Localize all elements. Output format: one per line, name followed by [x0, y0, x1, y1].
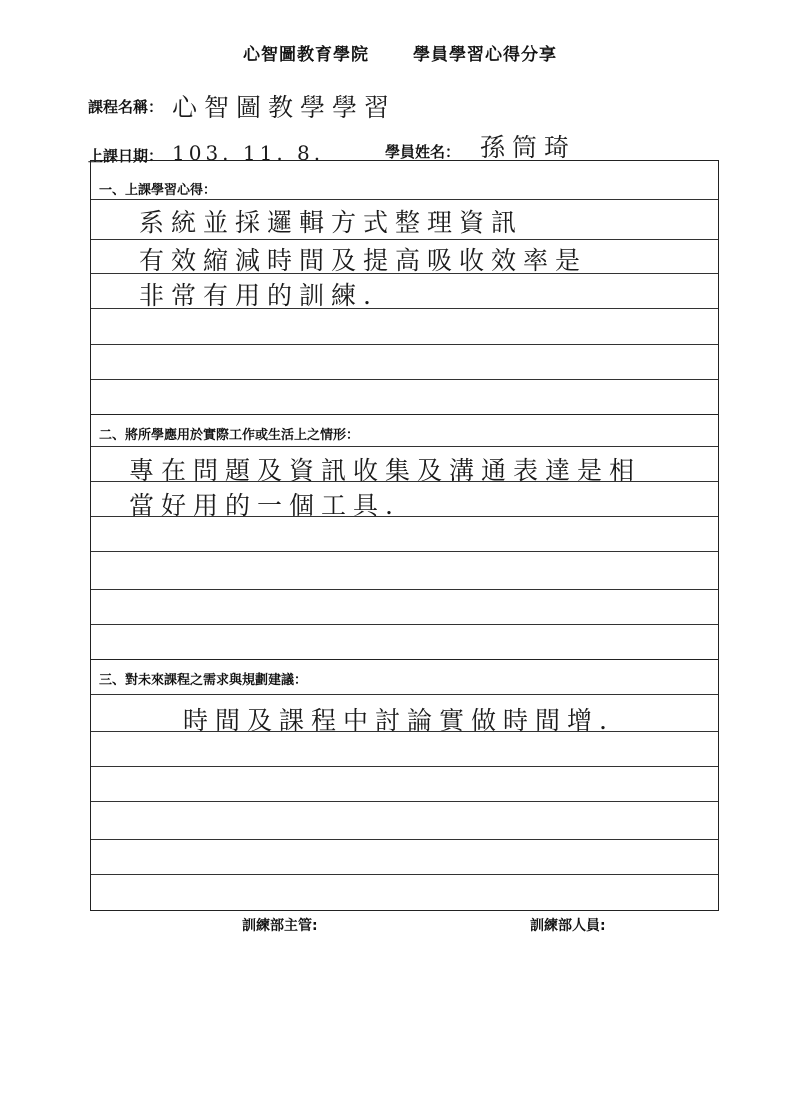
section-2-line-1: 專在問題及資訊收集及溝通表達是相 — [129, 456, 642, 485]
section-2-label: 二、將所學應用於實際工作或生活上之情形： — [99, 428, 360, 443]
course-name-label: 課程名稱： — [88, 98, 164, 116]
section-1-line-3: 非常有用的訓練. — [139, 281, 378, 310]
institution-name: 心智圖教育學院 — [243, 45, 369, 65]
feedback-form — [90, 160, 719, 911]
form-header — [0, 40, 800, 65]
class-date-label: 上課日期： — [88, 147, 164, 165]
section-2-line-2: 當好用的一個工具. — [129, 491, 400, 520]
student-name-value: 孫筒琦 — [480, 133, 577, 162]
form-title: 學員學習心得分享 — [413, 45, 557, 65]
course-name-value: 心智圖教學學習 — [172, 93, 397, 122]
section-1-line-1: 系統並採邏輯方式整理資訊 — [139, 208, 524, 237]
section-1-label: 一、上課學習心得： — [99, 183, 217, 198]
section-3-line-1: 時間及課程中討論實做時間增. — [183, 706, 614, 735]
staff-label: 訓練部人員: — [530, 918, 606, 934]
supervisor-label: 訓練部主管: — [242, 918, 318, 934]
section-3-label: 三、對未來課程之需求與規劃建議： — [99, 673, 308, 688]
student-name-label: 學員姓名： — [385, 143, 461, 161]
section-1-line-2: 有效縮減時間及提高吸收效率是 — [139, 246, 588, 275]
class-date-value: 103. 11. 8. — [172, 141, 325, 165]
